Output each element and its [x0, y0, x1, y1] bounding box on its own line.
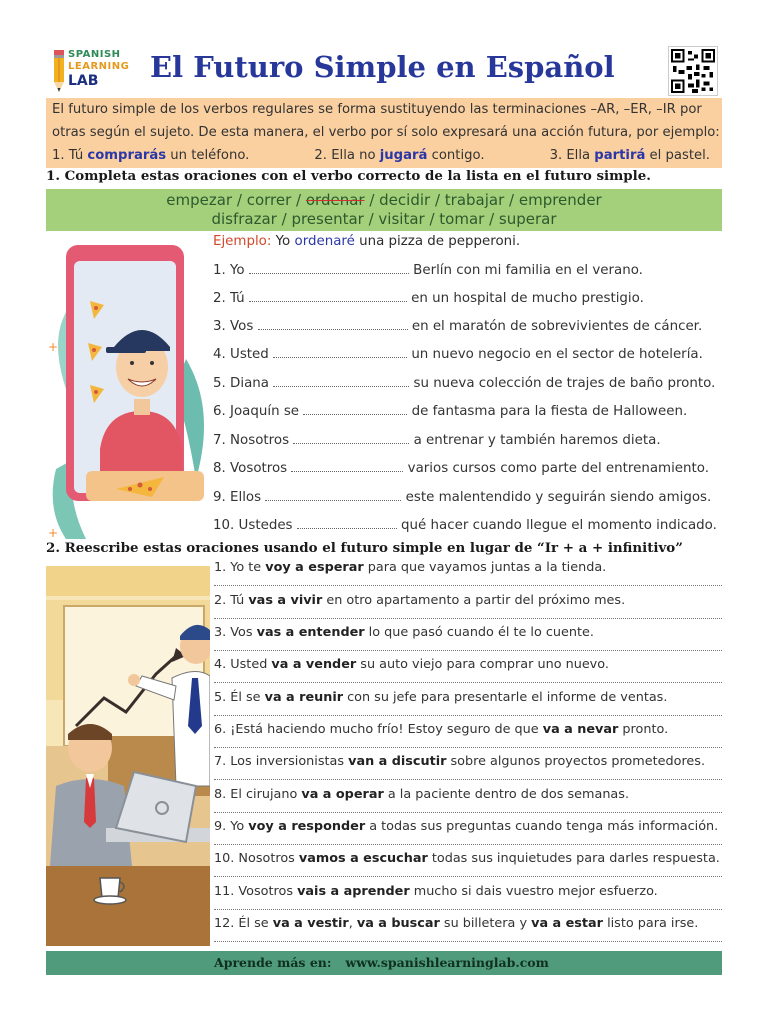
answer-blank[interactable]	[293, 432, 409, 444]
word-bank-line-1: empezar / correr / ordenar / decidir / trabajar / emprender	[166, 191, 602, 209]
business-meeting-illustration	[46, 566, 210, 946]
exercise-1-item: 1. Yo Berlín con mi familia en el verano.	[213, 263, 643, 278]
exercise-1-item: 6. Joaquín se de fantasma para la fiesta de Halloween.	[213, 404, 688, 419]
exercise-2-item[interactable]: 6. ¡Está haciendo mucho frío! Estoy seguro de que va a nevar pronto.	[214, 722, 722, 748]
answer-blank[interactable]	[258, 318, 408, 330]
exercise-2-item[interactable]: 8. El cirujano va a operar a la paciente dentro de dos semanas.	[214, 787, 722, 813]
logo-line-spanish: SPANISH	[68, 49, 121, 60]
exercise-1-item: 3. Vos en el maratón de sobrevivientes de cáncer.	[213, 319, 703, 334]
svg-text:+: +	[48, 526, 59, 539]
pencil-icon	[52, 50, 66, 92]
exercise-2-item[interactable]: 7. Los inversionistas van a discutir sobre algunos proyectos prometedores.	[214, 754, 722, 780]
section-1-example: Ejemplo: Yo ordenaré una pizza de pepperoni.	[213, 234, 521, 249]
page-title: El Futuro Simple en Español	[150, 50, 615, 84]
answer-blank[interactable]	[297, 517, 397, 529]
svg-text:+: +	[48, 340, 59, 354]
word-bank	[46, 189, 722, 231]
intro-example-3: 3. Ella partirá el pastel.	[549, 148, 710, 163]
section-2-title: 2. Reescribe estas oraciones usando el futuro simple en lugar de “Ir + a + infinitivo”	[46, 540, 683, 556]
qr-code-icon[interactable]	[668, 46, 718, 96]
exercise-2-item[interactable]: 5. Él se va a reunir con su jefe para presentarle el informe de ventas.	[214, 690, 722, 716]
word-used: ordenar	[305, 191, 365, 209]
exercise-2-item[interactable]: 11. Vosotros vais a aprender mucho si dais vuestro mejor esfuerzo.	[214, 884, 722, 910]
intro-box	[46, 98, 722, 168]
exercise-2-item[interactable]: 9. Yo voy a responder a todas sus preguntas cuando tenga más información.	[214, 819, 722, 845]
intro-examples	[52, 144, 716, 167]
exercise-2-item[interactable]: 10. Nosotros vamos a escuchar todas sus inquietudes para darles respuesta.	[214, 851, 722, 877]
logo-line-learning: LEARNING	[68, 61, 130, 72]
footer-label: Aprende más en:	[214, 955, 332, 970]
intro-example-2: 2. Ella no jugará contigo.	[314, 148, 485, 163]
answer-blank[interactable]	[291, 460, 403, 472]
word-bank-line-2: disfrazar / presentar / visitar / tomar / superar	[211, 210, 557, 228]
answer-blank[interactable]	[265, 489, 401, 501]
exercise-2-item[interactable]: 12. Él se va a vestir, va a buscar su billetera y va a estar listo para irse.	[214, 916, 722, 942]
exercise-1-item: 2. Tú en un hospital de mucho prestigio.	[213, 291, 644, 306]
footer-website-link[interactable]: www.spanishlearninglab.com	[345, 955, 549, 970]
exercise-2-item[interactable]: 1. Yo te voy a esperar para que vayamos juntas a la tienda.	[214, 560, 722, 586]
exercise-2-item[interactable]: 3. Vos vas a entender lo que pasó cuando él te lo cuente.	[214, 625, 722, 651]
spanish-learning-lab-logo	[46, 46, 142, 94]
exercise-1-item: 7. Nosotros a entrenar y también haremos dieta.	[213, 433, 661, 448]
logo-line-lab: LAB	[68, 73, 99, 89]
exercise-1-item: 8. Vosotros varios cursos como parte del entrenamiento.	[213, 461, 709, 476]
footer-bar	[46, 951, 722, 975]
exercise-1-item: 9. Ellos este malentendido y seguirán siendo amigos.	[213, 490, 712, 505]
exercise-1-item: 5. Diana su nueva colección de trajes de baño pronto.	[213, 376, 716, 391]
exercise-2-item[interactable]: 4. Usted va a vender su auto viejo para comprar uno nuevo.	[214, 657, 722, 683]
intro-example-1: 1. Tú comprarás un teléfono.	[52, 148, 250, 163]
example-verb: ordenaré	[294, 234, 355, 249]
answer-blank[interactable]	[273, 375, 409, 387]
intro-line-2: otras según el sujeto. De esta manera, el verbo por sí solo expresará una acción futura, por ejemplo:	[52, 125, 720, 140]
exercise-1-item: 10. Ustedes qué hacer cuando llegue el momento indicado.	[213, 518, 717, 533]
exercise-2-item[interactable]: 2. Tú vas a vivir en otro apartamento a partir del próximo mes.	[214, 593, 722, 619]
example-label: Ejemplo:	[213, 234, 272, 249]
answer-blank[interactable]	[249, 290, 407, 302]
intro-line-1: El futuro simple de los verbos regulares se forma sustituyendo las terminaciones –AR, –ER, –IR por	[52, 102, 702, 117]
pizza-delivery-illustration	[46, 239, 206, 539]
exercise-1-item: 4. Usted un nuevo negocio en el sector de hotelería.	[213, 347, 703, 362]
answer-blank[interactable]	[249, 262, 409, 274]
header	[46, 44, 722, 96]
answer-blank[interactable]	[303, 403, 407, 415]
section-1-title: 1. Completa estas oraciones con el verbo correcto de la lista en el futuro simple.	[46, 168, 651, 184]
answer-blank[interactable]	[273, 346, 407, 358]
